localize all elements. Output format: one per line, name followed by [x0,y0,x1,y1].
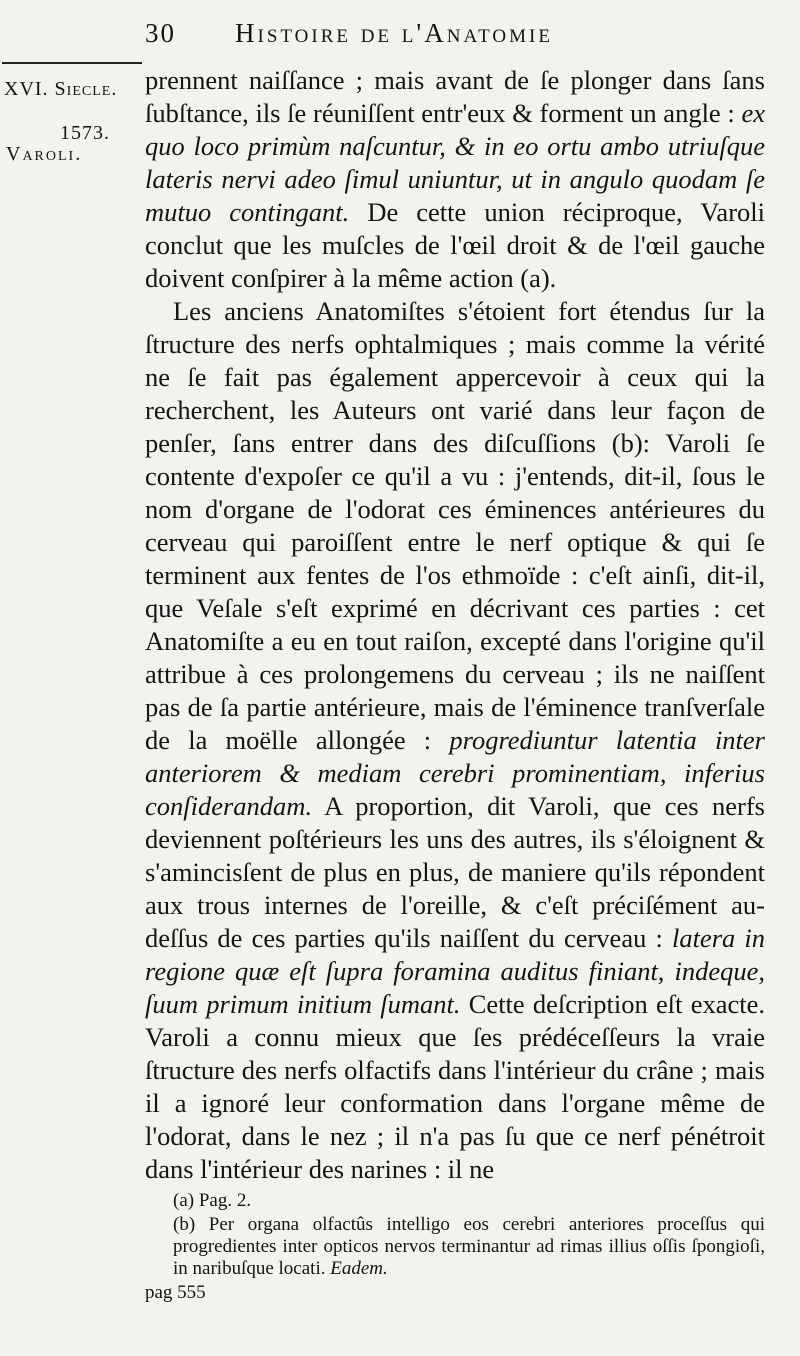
footnote-b-text: (b) Per organa olfactûs intelligo eos cerebri anteriores proceſſus qui progredientes inter opticos nervos terminantur ad rimas illius oſſis ſpongioſi, in naribuſque locati. [173,1214,765,1279]
p2-latin-quote-1: progrediuntur latentia inter anteriorem & mediam cerebri prominentiam, inferius conſiderandam. [145,725,765,821]
margin-century: XVI. Siecle. [4,78,118,100]
margin-author: Varoli. [6,143,83,165]
main-text [145,64,765,1186]
footnote-page-ref: pag 555 [145,1282,206,1303]
footnote-b-ref: Eadem. [330,1258,388,1279]
running-title: Histoire de l'Anatomie [235,18,553,48]
page-number: 30 [145,18,176,48]
margin-year: 1573. [60,122,110,144]
paragraph-2 [145,295,765,1186]
footnote-b [145,1214,765,1280]
p1-text-end: De cette union réciproque, Varoli conclut que les muſcles de l'œil droit & de l'œil gauche doivent conſpirer à la même action (a). [145,197,765,293]
paragraph-1 [145,64,765,295]
header-rule [2,62,142,64]
p2-text-start: Les anciens Anatomiſtes s'étoient fort étendus ſur la ſtructure des nerfs ophtalmiques ; mais comme la vérité ne ſe fait pas également appercevoir à ceux qui la recherchent, les Auteurs ont varié dans leur façon de penſer, ſans entrer dans des diſcuſſions (b): Varoli ſe contente d'expoſer ce qu'il a vu : j'entends, dit-il, ſous le nom d'organe de l'odorat ces éminences antérieures du cerveau qui paroiſſent entre le nerf optique & qui ſe terminent aux fentes de l'os ethmoïde : c'eſt ainſi, dit-il, que Veſale s'eſt exprimé en décrivant ces parties : cet Anatomiſte a eu en tout raiſon, excepté dans l'origine qu'il attribue à ces prolongemens du cerveau ; ils ne naiſſent pas de ſa partie antérieure, mais de l'éminence tranſverſale de la moëlle allongée : [145,296,765,755]
p2-text-end: Cette deſcription eſt exacte. Varoli a connu mieux que ſes prédéceſſeurs la vraie ſtructure des nerfs olfactifs dans l'intérieur du crâne ; mais il a ignoré leur conformation dans l'organe même de l'odorat, dans le nez ; il n'a pas ſu que ce nerf pénétroit dans l'intérieur des narines : il ne [145,989,765,1184]
footnotes [145,1190,765,1282]
p2-latin-quote-2: latera in regione quæ eſt ſupra foramina auditus finiant, indeque, ſuum primum initium ſumant. [145,923,765,1019]
p1-text-start: prennent naiſſance ; mais avant de ſe plonger dans ſans ſubſtance, ils ſe réuniſſent entr'eux & forment un angle : [145,65,765,128]
p1-latin-quote: ex quo loco primùm naſcuntur, & in eo ortu ambo utriuſque lateris nervi adeo ſimul uniuntur, ut in angulo quodam ſe mutuo contingant. [145,98,765,227]
footnote-a: (a) Pag. 2. [173,1190,252,1211]
p2-text-mid: A proportion, dit Varoli, que ces nerfs deviennent poſtérieurs les uns des autres, ils s'éloignent & s'amincisſent de plus en plus, de maniere qu'ils répondent aux trous internes de l'oreille, & c'eſt préciſément au-deſſus de ces parties qu'ils naiſſent du cerveau : [145,791,765,953]
